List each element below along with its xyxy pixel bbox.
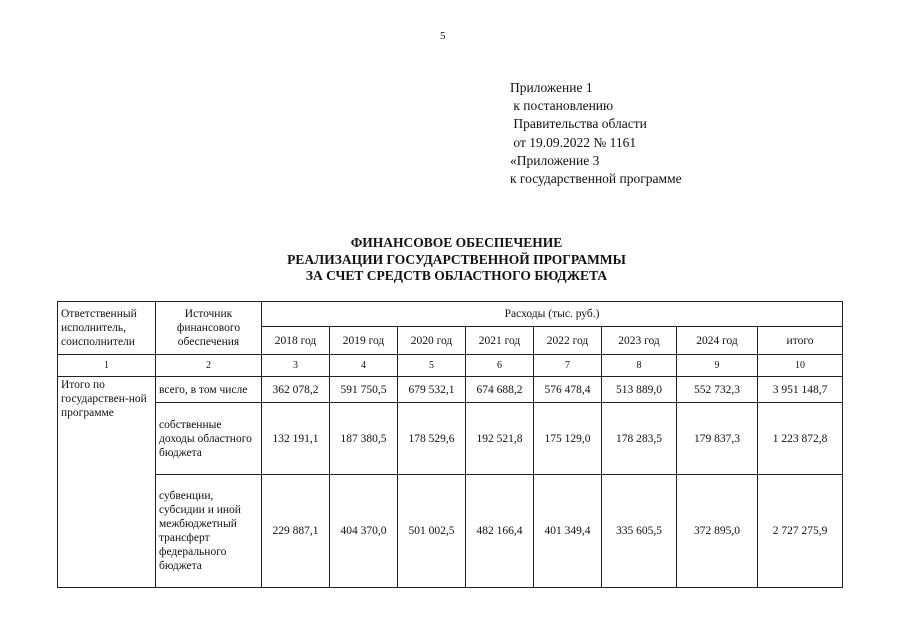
source-cell: субвенции, субсидии и иной межбюджетный трансферт федерального бюджета — [156, 475, 262, 588]
executor-cell: Итого по государствен-ной программе — [58, 377, 156, 588]
financing-table — [57, 301, 843, 588]
column-number: 10 — [758, 355, 843, 377]
column-number: 7 — [534, 355, 602, 377]
value-cell: 175 129,0 — [534, 403, 602, 475]
appendix-line: Приложение 1 — [510, 80, 593, 95]
header-year: 2023 год — [602, 327, 677, 355]
header-expenses: Расходы (тыс. руб.) — [262, 302, 843, 327]
column-number: 4 — [330, 355, 398, 377]
column-number: 8 — [602, 355, 677, 377]
column-number: 1 — [58, 355, 156, 377]
value-cell: 187 380,5 — [330, 403, 398, 475]
total-cell: 2 727 275,9 — [758, 475, 843, 588]
numbering-row — [58, 355, 843, 377]
column-number: 6 — [466, 355, 534, 377]
source-cell: всего, в том числе — [156, 377, 262, 403]
value-cell: 372 895,0 — [677, 475, 758, 588]
value-cell: 576 478,4 — [534, 377, 602, 403]
header-row — [58, 302, 843, 327]
header-year: 2018 год — [262, 327, 330, 355]
header-total: итого — [758, 327, 843, 355]
header-year: 2024 год — [677, 327, 758, 355]
appendix-block — [510, 79, 682, 188]
value-cell: 132 191,1 — [262, 403, 330, 475]
header-year: 2021 год — [466, 327, 534, 355]
header-executor: Ответственный исполнитель, соисполнители — [58, 302, 156, 355]
total-cell: 3 951 148,7 — [758, 377, 843, 403]
title-line: РЕАЛИЗАЦИИ ГОСУДАРСТВЕННОЙ ПРОГРАММЫ — [287, 251, 626, 267]
value-cell: 179 837,3 — [677, 403, 758, 475]
value-cell: 229 887,1 — [262, 475, 330, 588]
appendix-line: «Приложение 3 — [510, 152, 600, 168]
appendix-line: к государственной программе — [510, 171, 682, 187]
value-cell: 335 605,5 — [602, 475, 677, 588]
value-cell: 192 521,8 — [466, 403, 534, 475]
header-source: Источник финансового обеспечения — [156, 302, 262, 355]
value-cell: 482 166,4 — [466, 475, 534, 588]
header-year: 2019 год — [330, 327, 398, 355]
table-row — [58, 403, 843, 475]
column-number: 5 — [398, 355, 466, 377]
value-cell: 501 002,5 — [398, 475, 466, 588]
value-cell: 178 283,5 — [602, 403, 677, 475]
value-cell: 362 078,2 — [262, 377, 330, 403]
value-cell: 674 688,2 — [466, 377, 534, 403]
total-cell: 1 223 872,8 — [758, 403, 843, 475]
value-cell: 679 532,1 — [398, 377, 466, 403]
column-number: 9 — [677, 355, 758, 377]
title-line: ФИНАНСОВОЕ ОБЕСПЕЧЕНИЕ — [350, 235, 563, 250]
value-cell: 404 370,0 — [330, 475, 398, 588]
table-row — [58, 377, 843, 403]
header-year: 2020 год — [398, 327, 466, 355]
value-cell: 178 529,6 — [398, 403, 466, 475]
value-cell: 552 732,3 — [677, 377, 758, 403]
value-cell: 401 349,4 — [534, 475, 602, 588]
value-cell: 591 750,5 — [330, 377, 398, 403]
document-title — [0, 235, 905, 285]
source-cell: собственные доходы областного бюджета — [156, 403, 262, 475]
title-line: ЗА СЧЕТ СРЕДСТВ ОБЛАСТНОГО БЮДЖЕТА — [305, 268, 608, 284]
column-number: 3 — [262, 355, 330, 377]
value-cell: 513 889,0 — [602, 377, 677, 403]
appendix-line: к постановлению — [510, 98, 614, 114]
table-row — [58, 475, 843, 588]
page-number: 5 — [440, 30, 446, 42]
column-number: 2 — [156, 355, 262, 377]
appendix-line: от 19.09.2022 № 1161 — [510, 134, 637, 150]
header-year: 2022 год — [534, 327, 602, 355]
appendix-line: Правительства области — [510, 116, 647, 132]
